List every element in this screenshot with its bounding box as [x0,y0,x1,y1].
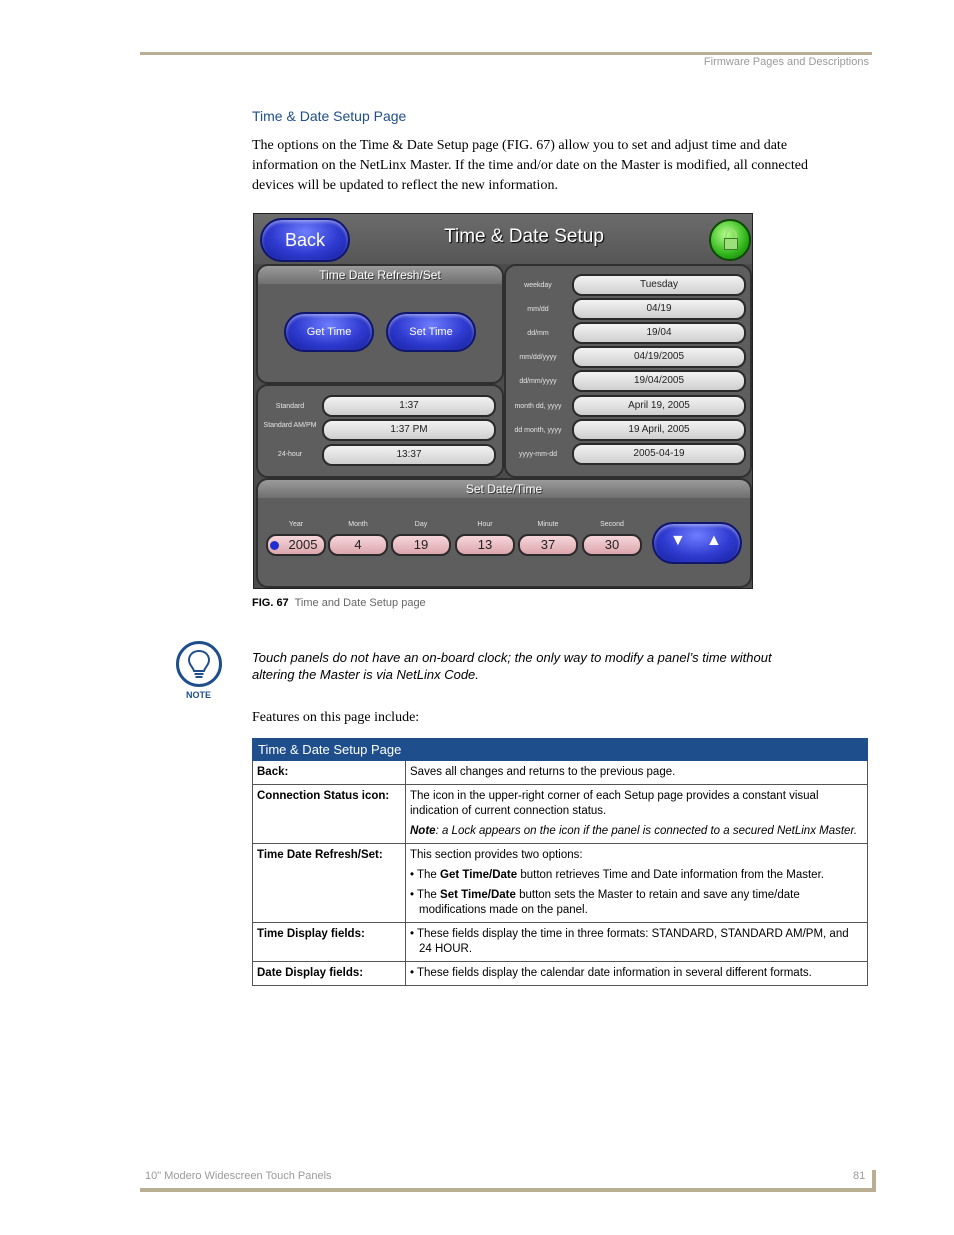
row-key-refresh: Time Date Refresh/Set: [253,844,406,923]
refresh-bullet-get [410,868,863,883]
table-row [253,962,868,986]
date-label: dd month, yyyy [514,427,562,434]
connection-note [410,824,863,839]
row-desc-refresh [406,844,868,923]
bullet-prefix: • The [410,889,441,901]
connection-desc: The icon in the upper-right corner of each Setup page provides a constant visual indication of current connection status. [410,790,819,817]
time-bullet: • These fields display the time in three formats: STANDARD, STANDARD AM/PM, and 24 HOUR. [410,928,849,955]
get-time-button[interactable]: Get Time [284,312,374,352]
date-label: yyyy-mm-dd [518,451,558,458]
date-label: dd/mm/yyyy [519,378,557,385]
set-label-minute: Minute [537,521,559,528]
date-field: 19/04/2005 [572,370,746,392]
date-label: mm/dd/yyyy [519,354,557,361]
table-header: Time & Date Setup Page [253,739,868,761]
header-rule [140,52,872,55]
bullet-text: button sets the Master to retain and save any time/date modifications made on the panel. [419,889,800,916]
date-label: month dd, yyyy [514,403,562,410]
row-key-date: Date Display fields: [253,962,406,986]
note-text: Touch panels do not have an on-board clock; the only way to modify a panel’s time without altering the Master is via NetLinx Code. [252,650,772,682]
refresh-bullet-set [410,888,863,918]
table-row [253,761,868,785]
date-field: 2005-04-19 [572,443,746,465]
date-display-group [504,264,752,478]
refresh-desc: This section provides two options: [410,849,583,861]
bullet-bold: Get Time/Date [440,869,518,881]
note-lightbulb-icon [176,641,222,687]
time-label-24-hour: 24-hour [277,451,303,458]
time-date-setup-panel [253,213,753,589]
table-row [253,844,868,923]
selected-indicator-dot [270,541,279,550]
set-label-second: Second [600,521,624,528]
figure-caption-text: Time and Date Setup page [294,597,426,609]
set-label-year: Year [288,521,304,528]
time-display-group [256,384,504,478]
up-arrow-icon[interactable]: ▲ [706,532,722,549]
up-down-button[interactable] [652,522,742,564]
hour-field[interactable]: 13 [455,534,515,556]
panel-title: Time & Date Setup [444,226,604,247]
time-field-24-hour: 13:37 [322,444,496,466]
connection-note-text: : a Lock appears on the icon if the panel is connected to a secured NetLinx Master. [435,825,858,837]
section-title: Time & Date Setup Page [252,108,407,124]
features-table [252,738,868,986]
row-desc-date [406,962,868,986]
date-label: weekday [524,282,552,289]
date-label: mm/dd [527,306,549,313]
set-group-title: Set Date/Time [258,480,750,498]
header-section-name: Firmware Pages and Descriptions [703,56,869,68]
set-label-day: Day [414,521,428,528]
figure-caption-number: FIG. 67 [252,597,289,609]
row-desc-back: Saves all changes and returns to the previous page. [406,761,868,785]
figure-caption [252,597,426,609]
footer-rule [140,1188,876,1192]
lock-body [724,238,738,250]
set-label-month: Month [348,521,368,528]
down-arrow-icon[interactable]: ▼ [670,532,686,549]
footer-page-number: 81 [853,1170,866,1182]
bullet-text: button retrieves Time and Date information from the Master. [517,869,824,881]
month-field[interactable]: 4 [328,534,388,556]
date-field: 19/04 [572,322,746,344]
date-field: 04/19 [572,298,746,320]
date-field: 04/19/2005 [572,346,746,368]
connection-note-label: Note [410,825,436,837]
table-row [253,785,868,844]
time-label-standard-ampm: Standard AM/PM [263,422,317,429]
set-time-button[interactable]: Set Time [386,312,476,352]
second-field[interactable]: 30 [582,534,642,556]
row-key-back: Back: [253,761,406,785]
features-intro: Features on this page include: [252,710,420,725]
lightbulb-icon [179,644,219,684]
row-key-time: Time Display fields: [253,923,406,962]
intro-paragraph: The options on the Time & Date Setup page (FIG. 67) allow you to set and adjust time and date information on the NetLinx Master. If the time and/or date on the Master is modified, all connected devices will be updated to reflect the new information. [252,138,808,193]
table-row [253,923,868,962]
set-label-hour: Hour [477,521,493,528]
row-desc-time [406,923,868,962]
refresh-group-title: Time Date Refresh/Set [258,266,502,284]
row-key-connection: Connection Status icon: [253,785,406,844]
row-desc-connection [406,785,868,844]
time-date-refresh-group [256,264,504,384]
note-icon-label: NOTE [186,690,212,700]
date-bullet: • These fields display the calendar date information in several different formats. [410,967,812,979]
footer-doc-title: 10" Modero Widescreen Touch Panels [145,1170,332,1182]
bullet-bold: Set Time/Date [440,889,516,901]
date-field: Tuesday [572,274,746,296]
date-label: dd/mm [527,330,549,337]
date-field: April 19, 2005 [572,395,746,417]
year-field[interactable]: 2005 [266,534,326,556]
minute-field[interactable]: 37 [518,534,578,556]
time-label-standard: Standard [275,403,305,410]
set-date-time-group [256,478,752,588]
time-field-standard-ampm: 1:37 PM [322,419,496,441]
date-field: 19 April, 2005 [572,419,746,441]
back-button[interactable]: Back [260,218,350,262]
time-field-standard: 1:37 [322,395,496,417]
connection-status-lock-icon[interactable] [709,219,751,261]
bullet-prefix: • The [410,869,441,881]
day-field[interactable]: 19 [391,534,451,556]
footer-tick [872,1170,876,1190]
